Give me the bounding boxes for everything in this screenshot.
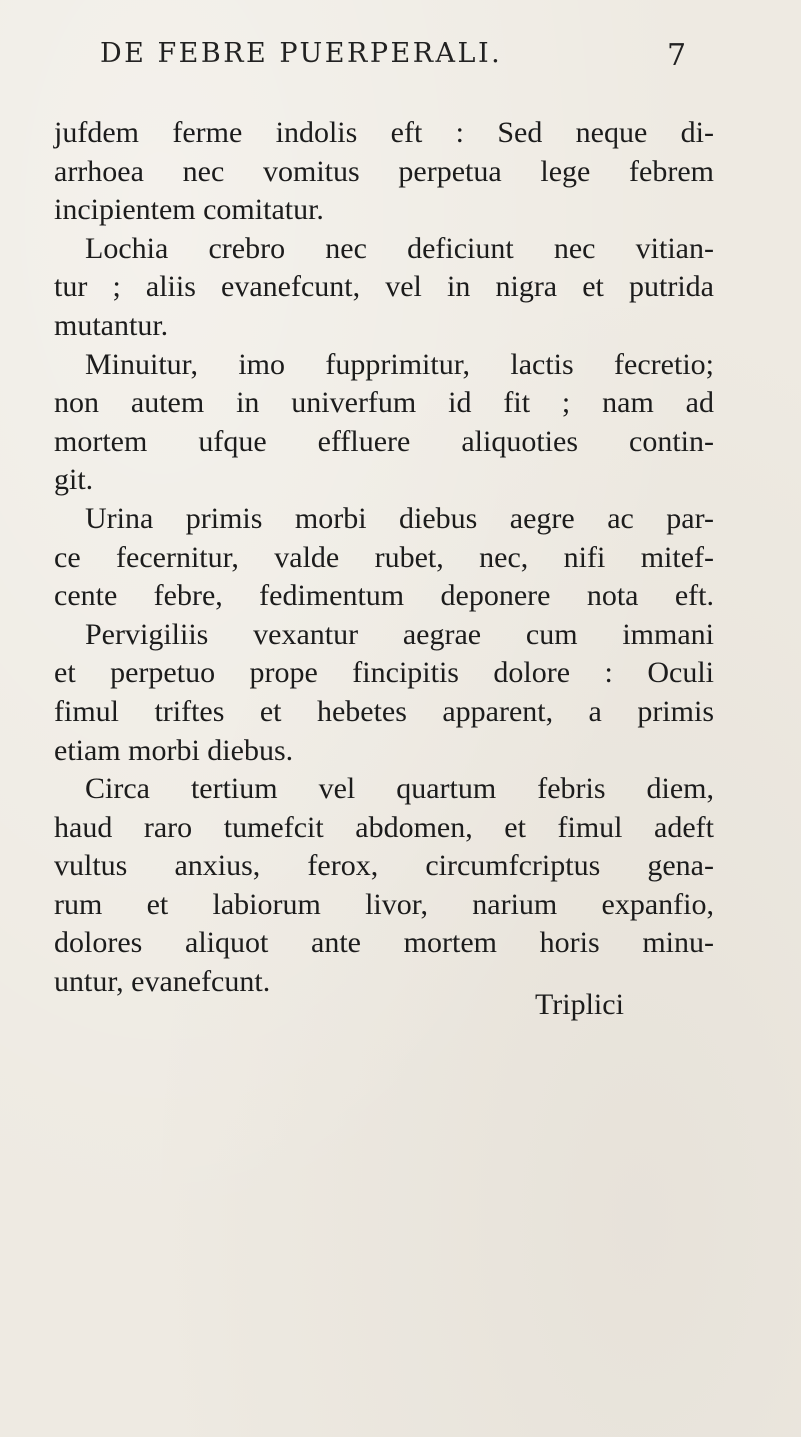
text-line: dolores aliquot ante mortem horis minu- [54, 926, 714, 960]
page-number: 7 [667, 38, 687, 73]
text-line: git. [54, 463, 94, 497]
text-line: tur ; aliis evanefcunt, vel in nigra et putrida [54, 270, 714, 304]
text-line: fimul triftes et hebetes apparent, a primis [54, 694, 714, 728]
text-line: jufdem ferme indolis eft : Sed neque di- [54, 116, 714, 149]
catchword: Triplici [535, 988, 624, 1021]
text-line: vultus anxius, ferox, circumfcriptus gena- [54, 849, 714, 883]
text-line: etiam morbi diebus. [54, 733, 294, 767]
text-line: haud raro tumefcit abdomen, et fimul adeft [54, 810, 714, 844]
text-line: rum et labiorum livor, narium expanfio, [54, 887, 714, 921]
text-line: Minuitur, imo fupprimitur, lactis fecretio; [85, 347, 714, 381]
body-text [54, 114, 714, 1002]
text-line: mortem ufque effluere aliquoties contin- [54, 424, 714, 458]
text-line: non autem in univerfum id fit ; nam ad [54, 386, 714, 420]
text-line: et perpetuo prope fincipitis dolore : Oculi [54, 656, 714, 690]
text-line: cente febre, fedimentum deponere nota eft. [54, 579, 714, 613]
text-line: Urina primis morbi diebus aegre ac par- [85, 501, 714, 535]
text-line: Circa tertium vel quartum febris diem, [85, 772, 714, 806]
text-line: Lochia crebro nec deficiunt nec vitian- [85, 231, 714, 265]
text-line: arrhoea nec vomitus perpetua lege febrem [54, 154, 714, 188]
text-line: Pervigiliis vexantur aegrae cum immani [85, 617, 714, 651]
text-line: untur, evanefcunt. [54, 965, 271, 999]
text-line: mutantur. [54, 308, 169, 342]
text-line: ce fecernitur, valde rubet, nec, nifi mitef- [54, 540, 714, 574]
running-header: DE FEBRE PUERPERALI. [100, 38, 503, 69]
text-line: incipientem comitatur. [54, 193, 324, 227]
